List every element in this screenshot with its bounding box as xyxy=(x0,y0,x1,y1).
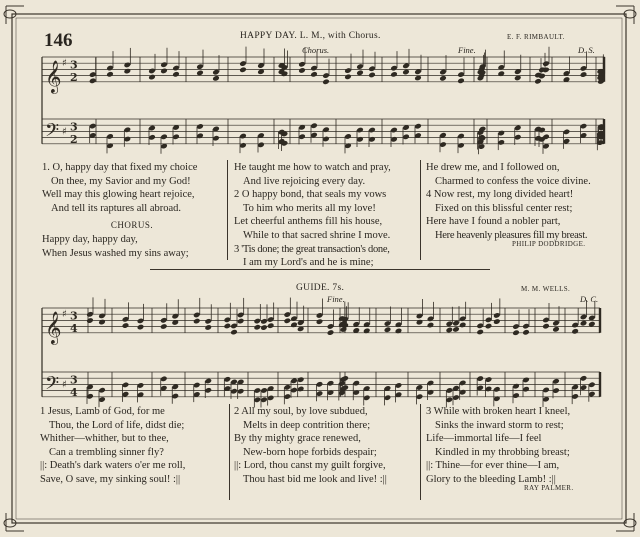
verse-line: Thou, the Lord of life, didst die; xyxy=(49,419,185,431)
chorus-heading: CHORUS. xyxy=(110,220,154,230)
note-head xyxy=(476,329,484,336)
note-head xyxy=(298,67,306,74)
verse-line: To him who merits all my love! xyxy=(243,202,376,214)
note-head xyxy=(239,67,247,74)
note-head xyxy=(193,318,201,325)
verse-line: Thou hast bid me look and live! :|| xyxy=(243,473,387,485)
hymn1-title: HAPPY DAY. L. M., with Chorus. xyxy=(240,31,381,41)
verse-line: Here heavenly pleasures fill my breast. xyxy=(435,229,588,241)
time-signature-bottom: 4 xyxy=(70,321,78,335)
time-signature-top: 3 xyxy=(70,120,78,134)
time-signature-top: 3 xyxy=(70,373,78,387)
verse-line: Can a trembling sinner fly? xyxy=(49,446,164,458)
verse-line: And live rejoicing every day. xyxy=(243,175,366,187)
note-head xyxy=(322,79,330,86)
treble-clef-icon: 𝄞 xyxy=(45,59,62,93)
time-signature-bottom: 2 xyxy=(70,132,78,146)
note-head xyxy=(368,72,376,79)
note-head xyxy=(224,323,232,330)
hymn1-verse2 xyxy=(234,161,391,270)
section-divider xyxy=(150,269,490,270)
note-head xyxy=(580,320,588,327)
hymn2-verse1 xyxy=(40,405,185,487)
note-head xyxy=(160,323,168,330)
note-head xyxy=(395,328,403,335)
verse-line: Let cheerful anthems fill his house, xyxy=(234,216,383,228)
hymn1-ds-mark: D. S. xyxy=(578,45,595,55)
verse-line: When Jesus washed my sins away; xyxy=(42,247,189,259)
note-head xyxy=(534,78,542,85)
note-head xyxy=(427,322,435,329)
note-head xyxy=(160,68,168,75)
note-head xyxy=(522,329,530,336)
note-head xyxy=(122,322,130,329)
note-head xyxy=(204,324,212,331)
sharp-icon: ♯ xyxy=(62,379,67,391)
verse-line: Whither—whither, but to thee, xyxy=(40,433,169,445)
verse-line: He taught me how to watch and pray, xyxy=(234,162,391,173)
verse-line: 1. O, happy day that fixed my choice xyxy=(42,162,198,173)
note-head xyxy=(446,327,454,334)
note-head xyxy=(148,74,156,81)
sharp-icon: ♯ xyxy=(62,126,67,138)
note-head xyxy=(106,71,114,78)
note-head xyxy=(542,323,550,330)
note-head xyxy=(86,317,94,324)
bass-clef-icon: 𝄢 xyxy=(45,120,60,146)
verse-line: New-born hope forbids despair; xyxy=(243,446,377,458)
hymn1-composer: E. F. RIMBAULT. xyxy=(507,33,565,41)
note-head xyxy=(402,69,410,76)
note-head xyxy=(98,319,106,326)
hymn1-chorus xyxy=(42,233,189,260)
hymn1-fine-mark: Fine. xyxy=(458,45,476,55)
note-head xyxy=(196,70,204,77)
hymn2-author: RAY PALMER. xyxy=(524,484,574,492)
note-head xyxy=(310,71,318,78)
note-head xyxy=(439,75,447,82)
note-head xyxy=(552,326,560,333)
verse-line: I am my Lord's and he is mine; xyxy=(243,257,374,269)
column-divider xyxy=(420,404,421,500)
note-head xyxy=(356,70,364,77)
hymn1-author: PHILIP DODDRIDGE. xyxy=(512,240,586,248)
note-head xyxy=(124,68,132,75)
verse-line: 2 All my soul, by love subdued, xyxy=(234,406,368,417)
note-head xyxy=(254,324,262,331)
hymn2-dc-mark: D. C. xyxy=(580,294,599,304)
note-head xyxy=(284,318,292,325)
note-head xyxy=(327,329,335,336)
verse-line: Charmed to confess the voice divine. xyxy=(435,175,591,187)
column-divider xyxy=(229,404,230,500)
note-head xyxy=(212,75,220,82)
hymn2-verse3 xyxy=(426,405,570,487)
hymn1-verse1 xyxy=(42,161,197,215)
verse-line: 1 Jesus, Lamb of God, for me xyxy=(40,406,165,417)
note-head xyxy=(580,71,588,78)
note-head xyxy=(571,328,579,335)
page-number: 146 xyxy=(44,30,73,51)
hymn1-chorus-mark: Chorus. xyxy=(302,45,330,55)
sharp-icon: ♯ xyxy=(62,58,67,70)
verse-line: Sinks the inward storm to rest; xyxy=(435,419,564,431)
note-head xyxy=(260,324,268,331)
verse-line: Fixed on this blissful center rest; xyxy=(435,202,573,214)
treble-clef-icon: 𝄞 xyxy=(45,310,62,344)
verse-line: 3 'Tis done; the great transaction's done, xyxy=(234,243,390,255)
verse-line: Melts in deep contrition there; xyxy=(243,419,371,431)
verse-line: And tell its raptures all abroad. xyxy=(51,202,182,214)
sharp-icon: ♯ xyxy=(62,309,67,321)
verse-line: Well may this glowing heart rejoice, xyxy=(42,189,195,201)
note-head xyxy=(493,318,501,325)
hymn1-verse3 xyxy=(426,161,591,243)
time-signature-top: 3 xyxy=(70,58,78,72)
note-head xyxy=(390,71,398,78)
note-head xyxy=(237,318,245,325)
verse-line: ||: Death's dark waters o'er me roll, xyxy=(40,460,186,472)
time-signature-bottom: 2 xyxy=(70,70,78,84)
column-divider xyxy=(420,160,421,260)
note-head xyxy=(457,78,465,85)
bass-clef-icon: 𝄢 xyxy=(45,373,60,399)
hymn2-title: GUIDE. 7s. xyxy=(296,283,345,293)
verse-line: While to that sacred shrine I move. xyxy=(243,229,391,241)
time-signature-bottom: 4 xyxy=(70,385,78,399)
verse-line: He drew me, and I followed on, xyxy=(426,162,560,173)
verse-line: Happy day, happy day, xyxy=(42,234,138,245)
hymn2-composer: M. M. WELLS. xyxy=(521,285,571,293)
note-head xyxy=(172,71,180,78)
note-head xyxy=(416,319,424,326)
note-head xyxy=(459,322,467,329)
note-head xyxy=(267,322,275,329)
note-head xyxy=(384,326,392,333)
note-head xyxy=(290,322,298,329)
note-head xyxy=(485,323,493,330)
note-head xyxy=(452,326,460,333)
verse-line: Life—immortal life—I feel xyxy=(426,433,542,445)
verse-line: ||: Thine—for ever thine—I am, xyxy=(426,460,560,472)
verse-line: By thy mighty grace renewed, xyxy=(234,433,361,445)
verse-line: 4 Now rest, my long divided heart! xyxy=(426,189,574,201)
verse-line: ||: Lord, thou canst my guilt forgive, xyxy=(234,460,386,472)
note-head xyxy=(316,318,324,325)
time-signature-top: 3 xyxy=(70,309,78,323)
verse-line: Glory to the bleeding Lamb! :|| xyxy=(426,473,556,485)
verse-line: Kindled in my throbbing breast; xyxy=(435,446,570,458)
verse-line: 2 O happy bond, that seals my vows xyxy=(234,189,387,201)
note-head xyxy=(89,78,97,85)
hymn2-fine-mark: Fine. xyxy=(327,294,345,304)
hymn2-verse2 xyxy=(234,405,387,487)
verse-line: 3 While with broken heart I kneel, xyxy=(426,406,571,417)
verse-line: Here have I found a nobler part, xyxy=(426,216,561,228)
note-head xyxy=(344,74,352,81)
column-divider xyxy=(227,160,228,260)
verse-line: Save, O save, my sinking soul! :|| xyxy=(40,473,181,485)
note-head xyxy=(230,329,238,336)
note-head xyxy=(512,329,520,336)
verse-line: On thee, my Savior and my God! xyxy=(51,175,191,187)
note-head xyxy=(137,324,145,331)
